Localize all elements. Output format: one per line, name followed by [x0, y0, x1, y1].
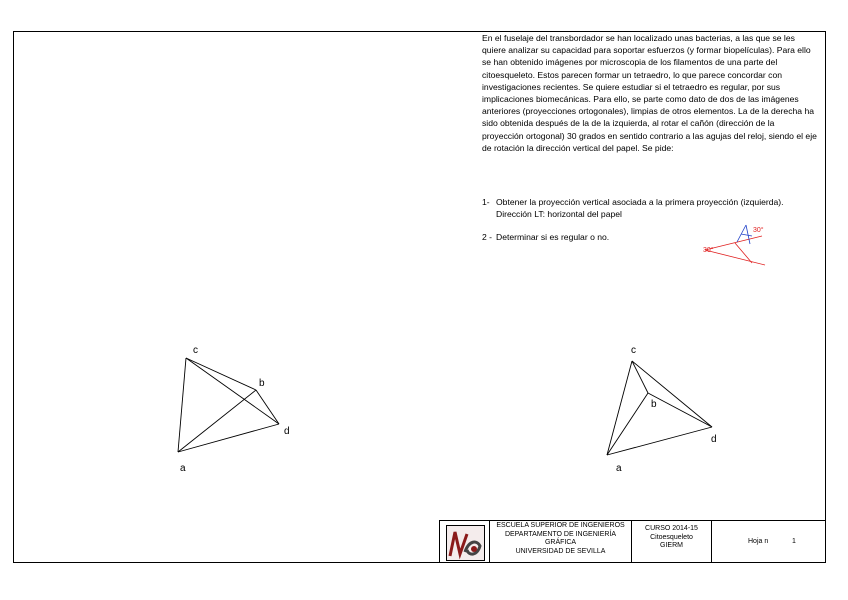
left-label-a: a — [180, 463, 186, 474]
course-year: CURSO 2014-15 — [645, 525, 698, 532]
right-label-b: b — [651, 399, 657, 410]
left-label-b: b — [259, 378, 265, 389]
title-block-course — [632, 521, 712, 563]
school-line-2: DEPARTAMENTO DE INGENIERÍA — [504, 530, 617, 538]
school-line-4: UNIVERSIDAD DE SEVILLA — [515, 547, 606, 555]
edge-b-d-right — [648, 393, 712, 427]
statement-paragraph: En el fuselaje del transbordador se han localizado unas bacterias, a las que se les quiere analizar su capacidad para soportar esfuerzos (y formar biopelículas). Para ello se han obtenido imágenes por microscopia de los filamentos de una parte del citoesqueleto. Estos parecen formar un tetraedro, lo que parece concordar con investigaciones recientes. Se quiere estudiar si el tetraedro es regular, por sus implicaciones biomecánicas. Para ello, se parte como dato de dos de las imágenes anteriores (proyecciones ortogonales), limpias de otros elementos. La de la derecha ha sido obtenida después de la de la izquierda, al rotar el cañón (dirección de la proyección ortogonal) 30 grados en sentido contrario a las agujas del reloj, siendo el eje de rotación la dirección vertical del papel. Se pide: — [482, 33, 817, 153]
annotation-angle-1: 30° — [753, 227, 764, 234]
title-block-school — [490, 521, 632, 563]
left-label-d: d — [284, 426, 290, 437]
right-label-c: c — [631, 345, 636, 356]
edge-c-d-left — [186, 358, 279, 424]
annotation-blue-line-1 — [737, 225, 746, 242]
annotation-red-line-1 — [705, 250, 765, 265]
logo-graphic — [447, 526, 484, 560]
sheet-label: Hoja n — [748, 538, 769, 545]
handwritten-annotation — [703, 225, 765, 265]
task-2-number: 2 - — [482, 232, 493, 242]
task-1-text-line2: Dirección LT: horizontal del papel — [496, 209, 622, 219]
edge-b-d-left — [256, 390, 279, 424]
title-block — [439, 520, 826, 563]
task-2-text: Determinar si es regular o no. — [496, 232, 610, 242]
annotation-blue-line-2 — [746, 225, 750, 244]
edge-c-b-left — [186, 358, 256, 390]
edge-c-b-right — [632, 361, 648, 393]
right-label-a: a — [616, 463, 622, 474]
task-1-number: 1- — [482, 197, 490, 207]
annotation-blue-line-3 — [741, 234, 752, 236]
department-logo — [446, 525, 485, 561]
edge-c-a-left — [178, 358, 186, 452]
edge-c-a-right — [607, 361, 632, 455]
right-projection — [607, 361, 712, 455]
title-block-logo-cell — [440, 521, 490, 563]
annotation-angle-2: 30° — [703, 247, 714, 254]
course-subject: Citoesqueleto — [650, 533, 693, 541]
edge-a-b-left — [178, 390, 256, 452]
edge-c-d-right — [632, 361, 712, 427]
title-block-sheet — [712, 521, 827, 563]
task-1-text: Obtener la proyección vertical asociada a la primera proyección (izquierda). — [496, 197, 784, 207]
left-projection — [178, 358, 279, 452]
school-line-3: GRÁFICA — [544, 539, 577, 546]
edge-a-d-left — [178, 424, 279, 452]
left-label-c: c — [193, 345, 198, 356]
sheet-number: 1 — [792, 538, 796, 545]
course-degree: GIERM — [660, 542, 683, 549]
school-line-1: ESCUELA SUPERIOR DE INGENIEROS — [496, 522, 625, 529]
right-label-d: d — [711, 434, 717, 445]
